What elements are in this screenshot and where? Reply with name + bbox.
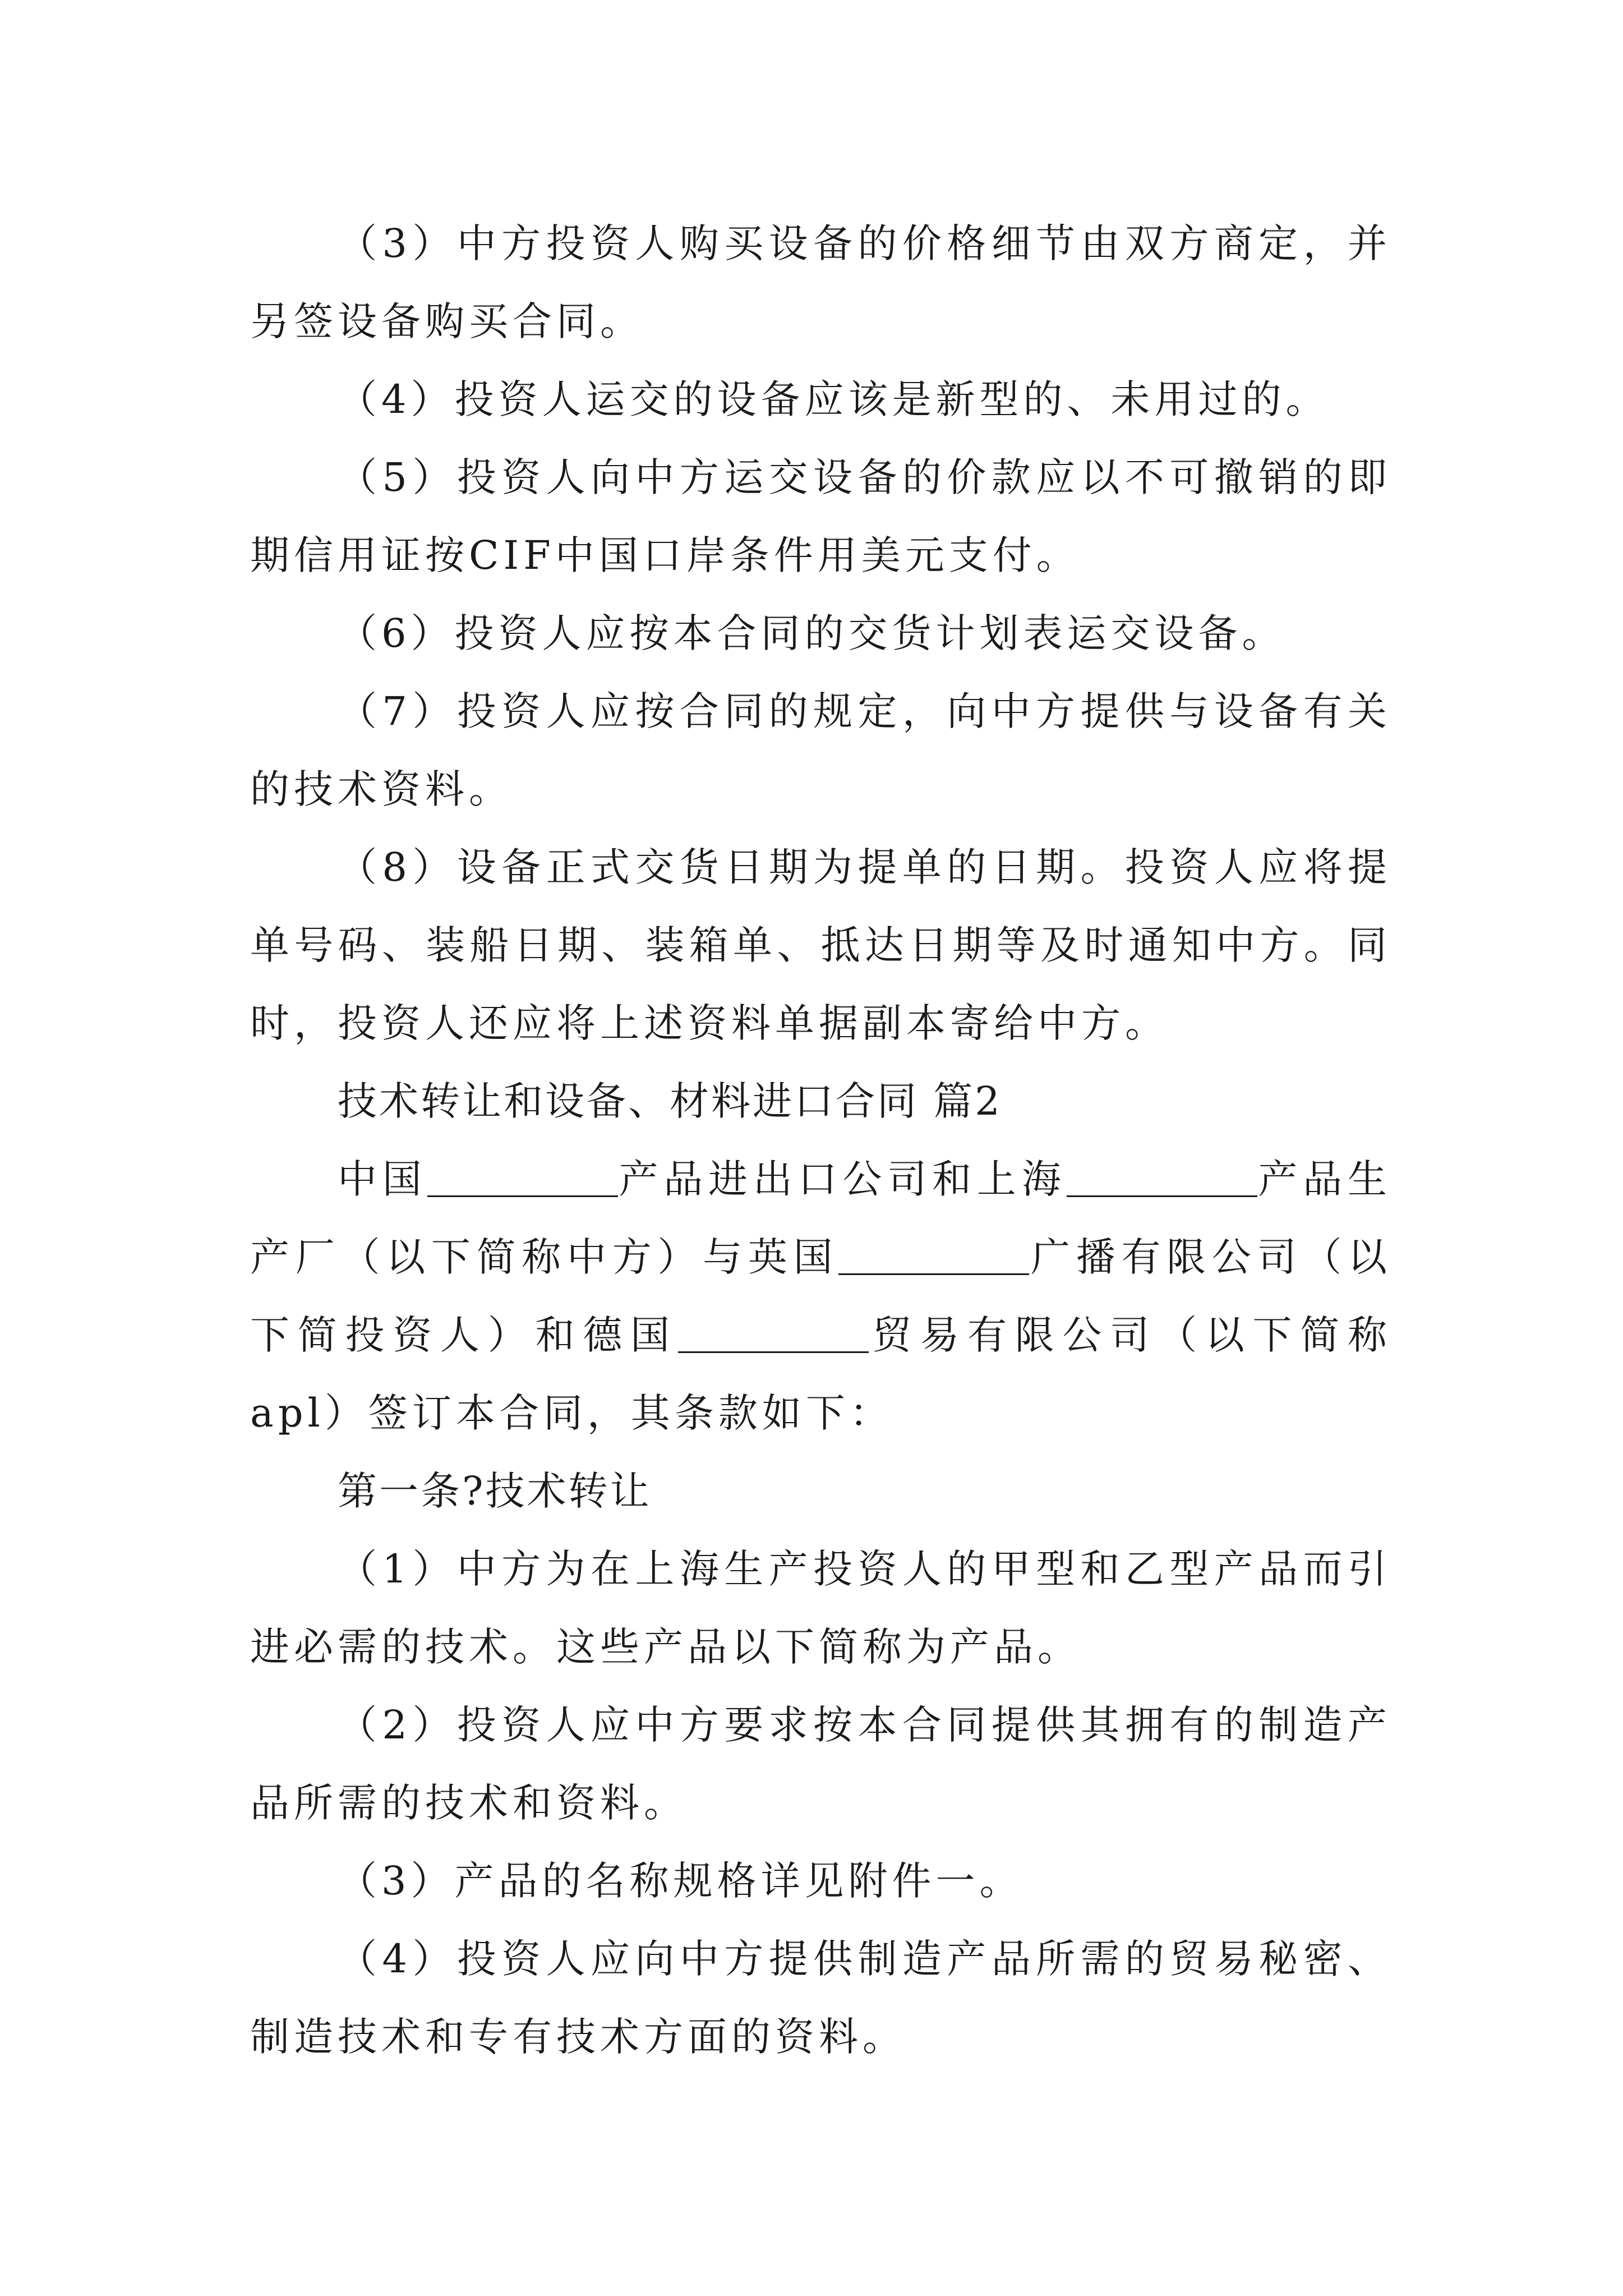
intro-text-4: 广播有限公司（以下简投资人）和德国 (250, 1234, 1392, 1358)
paragraph-item-7: （7）投资人应按合同的规定，向中方提供与设备有关的技术资料。 (250, 688, 1391, 812)
article-title: 第一条?技术转让 (338, 1468, 652, 1514)
paragraph-item-4: （4）投资人运交的设备应该是新型的、未用过的。 (338, 376, 1330, 422)
paragraph-item-5: （5）投资人向中方运交设备的价款应以不可撤销的即期信用证按CIF中国口岸条件用美元支付。 (250, 454, 1391, 578)
blank-line-1 (427, 1156, 618, 1197)
intro-paragraph (250, 1140, 1391, 1452)
article-item-1: （1）中方为在上海生产投资人的甲型和乙型产品而引进必需的技术。这些产品以下简称为产品。 (250, 1546, 1391, 1670)
section-title: 技术转让和设备、材料进口合同 篇2 (338, 1078, 1002, 1124)
article-item-4: （4）投资人应向中方提供制造产品所需的贸易秘密、制造技术和专有技术方面的资料。 (250, 1936, 1391, 2060)
paragraph-item-8: （8）设备正式交货日期为提单的日期。投资人应将提单号码、装船日期、装箱单、抵达日期等及时通知中方。同时，投资人还应将上述资料单据副本寄给中方。 (250, 844, 1391, 1046)
intro-text-2: 产品进出口公司和上海 (617, 1156, 1067, 1202)
document-page (250, 205, 1391, 2076)
article-item-3: （3）产品的名称规格详见附件一。 (338, 1858, 1023, 1904)
intro-text-5: 贸易有限公司（以下简称apl）签订本合同，其条款如下： (250, 1312, 1391, 1436)
intro-text-1: 中国 (338, 1156, 427, 1202)
blank-line-4 (678, 1312, 869, 1353)
blank-line-2 (1067, 1156, 1257, 1197)
paragraph-item-6: （6）投资人应按本合同的交货计划表运交设备。 (338, 610, 1286, 656)
blank-line-3 (838, 1234, 1029, 1275)
article-item-2: （2）投资人应中方要求按本合同提供其拥有的制造产品所需的技术和资料。 (250, 1702, 1391, 1826)
paragraph-item-3: （3）中方投资人购买设备的价格细节由双方商定，并另签设备购买合同。 (250, 220, 1391, 344)
intro-text-3: 产品生产厂（以下简称中方）与英国 (250, 1156, 1391, 1280)
